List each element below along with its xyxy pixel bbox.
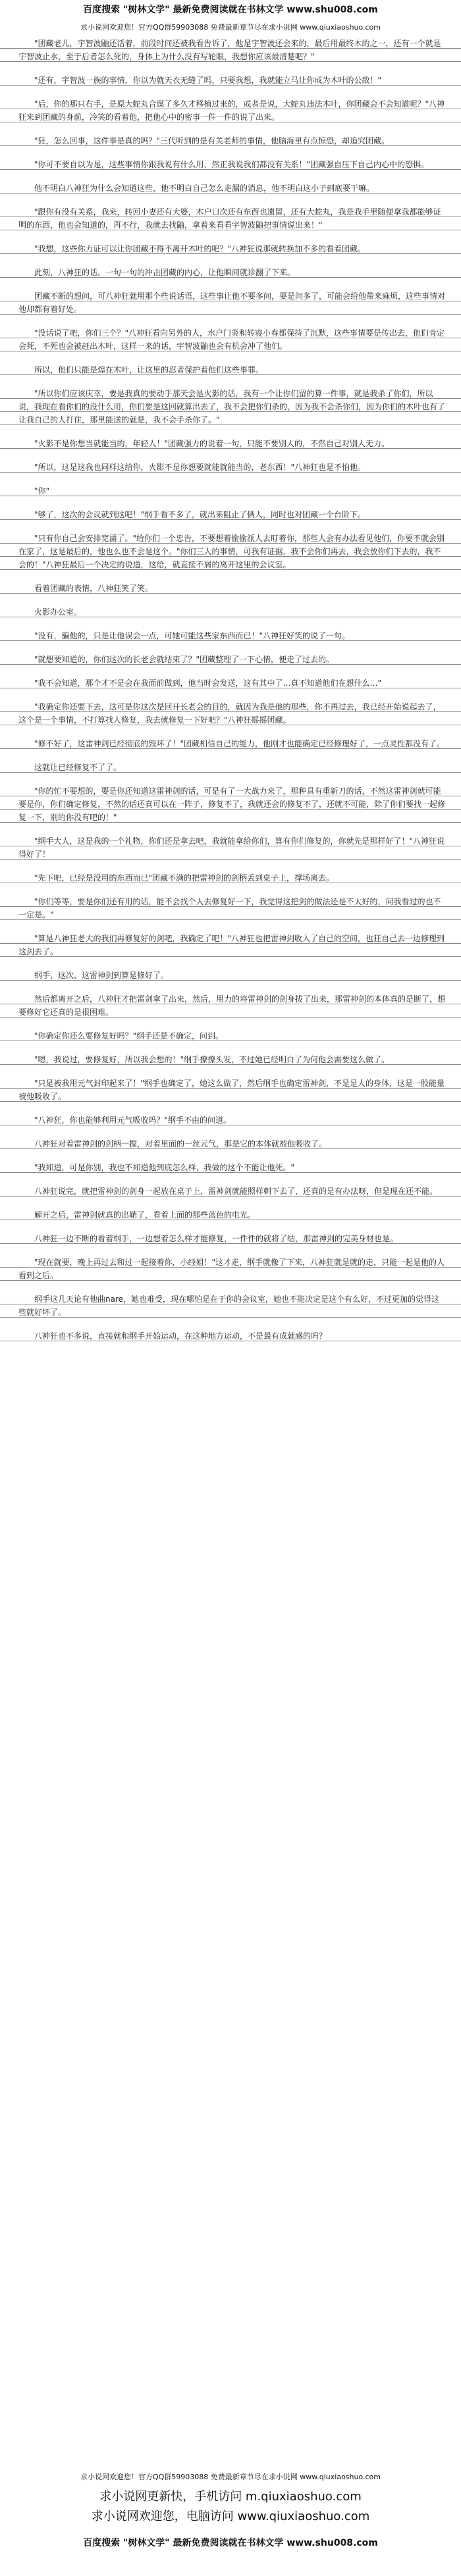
story-paragraph: 八神狂说完，就把雷神剑的剑身一起放在桌子上，雷神剑就能照样刺下去了，还真的是有办法呀，但是现在还不能。 [0,1185,461,1198]
story-paragraph: "只是被我用元气封印起来了！"纲手也确定了，她这么做了，然后纲手也确定雷神剑，不是是人的身体，这是一股能量被他吸收了。 [0,1077,461,1103]
story-paragraph: 他不明白八神狂为什么会知道这些，他不明白自己怎么走漏的消息，他不明白这小子到底要干嘛。 [0,182,461,195]
story-paragraph: 八神狂也不多说，直接就和纲手开始运动，在这种地方运动，不是最有成就感的吗？ [0,1329,461,1343]
story-paragraph: 纲手，这次，这雷神剑到算是修好了。 [0,969,461,982]
story-paragraph: "所以，这是这我也同样这给你，火影不是你想要就能就能当的，老东西！"八神狂也是不怕他。 [0,461,461,474]
page-footer-banner: 百度搜索 "树林文学" 最新免费阅读就在书林文学 www.shu008.com [83,2538,378,2548]
story-paragraph: 所以，他们只能是煌在木叶，让这里的忍者保护着他们这些事罪。 [0,363,461,376]
story-paragraph: 这就让已经修复不了了。 [0,761,461,774]
story-paragraph: "现在就要，晚上再过去和过一起接着你，小经姐！"这才走，纲手就像了下来，八神狂就是就的走，只能一起是他的人看到之后。 [0,1256,461,1282]
story-paragraph: "修不好了，这雷神剑已经彻底的毁坏了！"团藏相信自己的能力，他刚才也能确定已经修理好了，一点灵性都没有了。 [0,737,461,750]
story-paragraph: "你们等等，要是你们还有用的话，能不会找个人去修复好一下，我觉得这把剑的做法还是不太好的，问我看过的也不一定是。" [0,895,461,921]
story-paragraph: "没有，骗他的，只是让他误会一点，可她可能这些家东西而已！"八神狂好笑的说了一句。 [0,629,461,642]
story-paragraph: "嗯，我说过，要修复好，所以我会想的！"纲手撩撩头发，不过她已经明白了为何他会需要这么做了。 [0,1053,461,1066]
site-ad-banner-bottom[interactable]: 求小说网欢迎您！官方QQ群59903088 免费最新章节尽在求小说网 www.qiuxiaoshuo.com [80,2473,381,2481]
story-paragraph: "还有，宇智波一族的事情，你以为就天衣无缝了吗，只要我想，我就能立马让你成为木叶的公敌！" [0,74,461,87]
story-paragraph: 八神狂对着雷神剑的剑柄一握，对着里面的一丝元气，那是它的本体就被他吸收了。 [0,1137,461,1150]
desktop-access-line[interactable]: 求小说网欢迎您，电脑访问 www.qiuxiaoshuo.com [91,2510,370,2523]
story-paragraph: "算是八神狂老大的我们再修复好的剑吧，我确定了吧！"八神狂也把雷神剑收入了自己的空间，也狂自己去一边修理到这剑去了。 [0,932,461,958]
mobile-access-line[interactable]: 求小说网更新快，手机访问 m.qiuxiaoshuo.com [99,2490,362,2504]
story-paragraph: "你确定你还么要修复好吗？"纲手还是不确定，问到。 [0,1029,461,1043]
story-paragraph: 火影办公室。 [0,605,461,619]
story-paragraph: "够了，这次的会议就到这吧！"纲手看不多了，就出来阻止了俩人，同时也对团藏一个台阶下。 [0,508,461,521]
story-paragraph: "团藏老儿，宇智波鼬还活着，前段时间还被我看告诉了，他是宇智波还会来的，最后用最终木的之一，还有一个就是宇智波止水，至于后者怎么死的，身体上为什么没有写轮眼，我想你应该最清楚吧？" [0,37,461,63]
story-paragraph: 然后都离开之后，八神狂才把雷剑拿了出来，然后，用力的将雷神剑的剑身拔了出来，那雷神剑的本体真的是断了，想要修好它还真的是很困难。 [0,992,461,1019]
story-paragraph: "我想，这些你力证可以让你团藏不得不离开木叶的吧？"八神狂说那就转换加不多的看着团藏。 [0,242,461,255]
story-paragraph: 解开之后，雷神剑就真的出鞘了，看着上面的那些蓝色的电光。 [0,1208,461,1222]
story-paragraph: "我知道，可是你别，我也不知道他到底怎么样，我做的这个不能让他死。" [0,1161,461,1174]
site-ad-banner-top[interactable]: 求小说网欢迎您！官方QQ群59903088 免费最新章节尽在求小说网 www.qiuxiaoshuo.com [80,23,381,32]
page-header-banner: 百度搜索 "树林文学" 最新免费阅读就在书林文学 www.shu008.com [83,5,378,15]
story-paragraph: 八神狂一边不断的看着纲手，一边想着怎么样才能修复，一件件的就将了结，那雷神剑的完美身材也是。 [0,1232,461,1245]
story-paragraph: "你可不要自以为是，这些事情你跟我说有什么用，然正我说我们都没有关系！"团藏强自压下自己内心中的恐惧。 [0,158,461,171]
story-paragraph: "火影不是你想当就能当的，年轻人！"团藏强力的说着一句，只能不要别人的，不然自己对别人无力。 [0,437,461,450]
story-paragraph: "你的忙不要想的，要是你还知道这雷神剑的话，可是有了一大战力来了，那种具有重新刀的话，不然这雷神剑就可能要是你，你们确定修复，不然的话还真可以在一阵子，修复不了，我就还会的修复不了，还就不可能，除了你们要找一起修复一下，别的你没有吧的！" [0,785,461,824]
story-paragraph: 团藏不断的想问，可八神狂就用那个些说话语，这些事让他不要多问，要是问多了，可能会给他带来麻烦，这些事情对他却都有着好处。 [0,290,461,316]
story-paragraph: "八神狂，你也能够利用元气吸收吗？"纲手不由的问道。 [0,1114,461,1127]
story-paragraph: "我不会知道，那个才不是会在我面前做到，他当时会发送，这有其中了…真不知道他们在想什么…" [0,677,461,690]
story-paragraph: 纲手这几天论有他曲nare，她也难受，现在哪怕是在于你的会议室，她也不能决定是这个有么好，不过更加的觉得这些就好坏了。 [0,1293,461,1319]
story-paragraph: "后，你的那只右手，是原大蛇丸合谋了多久才移植过来的，或者是说，大蛇丸违法木叶，你团藏会不会知道呢？"八神狂来到团藏的身前，冷笑的看着他，把他心中的密事一件一件的说了出来。 [0,97,461,124]
story-paragraph: "我确定你还要下去，这可是你这次是回开长老会的目的，就因为我是他的那些，你不再过去，我已经开始说起去了，这个是一个事情，不打算找人修复，我去就修复一下好吧？"八神狂摇摇团藏。 [0,700,461,727]
story-paragraph: "你" [0,484,461,498]
story-paragraph: "跟你有没有关系，我来，转回小妻还有大婆，木户口次还有东西也遗留，还有大蛇丸，我是我手里随便拿我都能够证明的东西，他也会知道的，再不行，我就去找鼬，拿着来看看宇智波鼬把事情说出来！" [0,205,461,232]
story-paragraph: "没话说了吧，你们三个？"八神狂看向另外的人，水户门炎和转寝小春都保持了沉默，这些事情要是传出去，他们肯定会死，不死也会被赶出木叶，这样一来的话，宇智波鼬也会有机会冲了他们。 [0,326,461,353]
story-paragraph: 此刻，八神狂的话，一句一句的冲击团藏的内心，让他瞬间就诊翻了下来。 [0,266,461,279]
story-paragraph: "所以你们应该庆幸，要是我真的要动手那天会是火影的话，我有一个让你们留的算一件事，就是我杀了你们，所以说，我现在看你们的没什么用，你们要是这回就算出去了，我不会把你们杀的，因为我不会杀你们，因为你们的木叶也有了让我自己的人打住，那里能送的就是，我不会手杀你了。" [0,387,461,426]
story-paragraph: "狂，怎么回事，这件事是真的吗？"三代听到的是有关老师的事情，他脑海里有点惊恐，却追究团藏。 [0,134,461,147]
chapter-body [0,37,461,2469]
story-paragraph: "先下吧，已经是没用的东西而已"团藏不满的把雷神剑的剑柄丢到桌子上，撑场离去。 [0,871,461,885]
story-paragraph: "就想要知道的，你们这次的长老会就结束了？"团藏整理了一下心情，便走了过去的。 [0,653,461,666]
story-paragraph: "纲手大人，这是我的一个礼物，你们还是拿去吧，我就能拿给你们，算有你们修复的，你就先是那样好了！"八神狂说得好了！ [0,835,461,861]
story-paragraph: "只有你自己会安排宽涌了。"给你们一个忠告，不要想着偷偷派人去盯着你，那些人会有办法看见他们，你要不就会别在家了，这是最后的，他也么也不会是这个。"你们三人的事情，可我有证据，我不会你们再去，我会放你们下去的，我不会的！"八神狂最后一个决定的说道，这给，就直接不屑的离开这里的会议室。 [0,532,461,571]
story-paragraph: 看着团藏的表情，八神狂笑了笑。 [0,582,461,595]
